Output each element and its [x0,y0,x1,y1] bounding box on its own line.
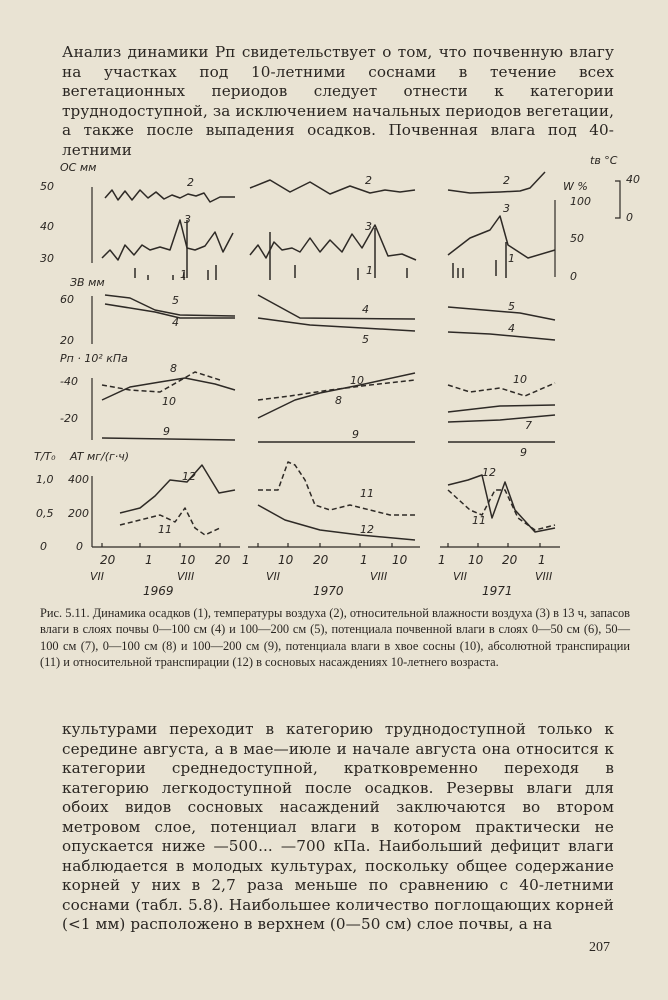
curve-label-9a: 9 [163,425,170,438]
tick-potential-20: -20 [60,412,78,425]
xtick-1971-20: 20 [502,553,518,567]
xtick-1971-10: 10 [468,553,484,567]
curve-label-1c: 1 [508,252,515,265]
curve-label-2a: 2 [187,176,194,189]
tick-rel-1: 1,0 [36,473,54,486]
year-1971: 1971 [482,584,513,598]
line-humidity-1971 [250,225,416,260]
xtick-1970-10a: 10 [278,553,294,567]
tick-precip-50: 50 [40,180,54,193]
curve-label-8a: 8 [170,362,177,375]
tick-reserves-20: 20 [60,334,74,347]
curve-label-10c: 10 [513,373,527,386]
curve-label-10b: 10 [350,374,364,387]
tick-hum-50: 50 [570,232,584,245]
curve-label-5b: 5 [362,333,369,346]
tick-abs-400: 400 [68,473,89,486]
line-potential-10-1971 [448,383,555,396]
curve-label-5a: 5 [172,294,179,307]
axis-label-reserves: ЗВ мм [70,276,105,289]
xtick-1971-1a: 1 [438,553,446,567]
curve-label-8b: 8 [335,394,342,407]
axis-temp [615,181,620,218]
curve-label-11c: 11 [472,514,486,527]
axis-label-transp-abs: AT мг/(г·ч) [70,450,130,463]
month-1970-viii: VIII [370,570,388,583]
curve-label-2b: 2 [365,174,372,187]
xtick-1970-1a: 1 [242,553,250,567]
curve-label-12a: 12 [182,470,196,483]
axis-label-transp-rel: T/T₀ [34,450,56,463]
page-number: 207 [589,940,610,955]
tick-temp-0: 0 [626,211,633,224]
curve-label-4b: 4 [362,303,369,316]
tick-temp-40: 40 [626,173,640,186]
line-reserve-5-1969 [105,295,235,316]
tick-hum-0: 0 [570,270,577,283]
line-humidity-1969 [102,220,233,260]
curve-label-3b: 3 [365,220,372,233]
line-reserve-4-1971 [448,332,555,340]
tick-potential-40: -40 [60,375,78,388]
curve-label-12c: 12 [482,466,496,479]
curve-label-11a: 11 [158,523,172,536]
xtick-1969-10: 10 [180,553,196,567]
month-1969-viii: VIII [177,570,195,583]
line-temp-1970 [250,180,415,194]
line-potential-6-1971 [448,405,555,412]
curve-label-1a: 1 [180,268,187,281]
tick-precip-40: 40 [40,220,54,233]
line-reserve-5-1971 [448,307,555,320]
figure-chart [30,150,642,600]
axis-label-humidity: W % [563,180,588,193]
axis-label-precip: ОС мм [60,161,97,174]
year-1970: 1970 [313,584,344,598]
year-1969: 1969 [143,584,174,598]
line-reserve-5-1970 [258,318,415,331]
month-1971-viii: VIII [535,570,553,583]
tick-precip-30: 30 [40,252,54,265]
line-temp-1969 [105,190,235,202]
curve-label-11b: 11 [360,487,374,500]
xtick-1970-20: 20 [313,553,329,567]
line-transp-11-1970 [258,462,415,515]
curve-label-3a: 3 [184,213,191,226]
axis-label-potential: Pп · 10² кПа [60,352,128,365]
tick-rel-05: 0,5 [36,507,54,520]
curve-label-2c: 2 [503,174,510,187]
xtick-1970-1b: 1 [360,553,368,567]
curve-label-7c: 7 [525,419,532,432]
line-temp-1971 [448,172,545,193]
axis-label-temp: tв °С [590,154,618,167]
line-transp-11-1971 [448,490,555,530]
line-potential-9-1969 [102,438,235,440]
month-1970-vii: VII [266,570,281,583]
line-transp-12-1970 [258,505,415,540]
curve-label-12b: 12 [360,523,374,536]
line-humidity-1971b [448,216,555,258]
curve-label-3c: 3 [503,202,510,215]
line-transp-12-1971 [448,475,555,532]
tick-abs-200: 200 [68,507,89,520]
month-1971-vii: VII [453,570,468,583]
xtick-1969-20a: 20 [100,553,116,567]
curve-label-9b: 9 [352,428,359,441]
curve-label-5c: 5 [508,300,515,313]
curve-label-4a: 4 [172,316,179,329]
curve-label-10a: 10 [162,395,176,408]
bars-precip-1971 [453,242,506,278]
month-1969-vii: VII [90,570,105,583]
tick-reserves-60: 60 [60,293,74,306]
figure-5-11 [30,150,642,600]
curve-label-4c: 4 [508,322,515,335]
curve-label-9c: 9 [520,446,527,459]
tick-abs-0: 0 [76,540,83,553]
xtick-1971-1b: 1 [538,553,546,567]
xtick-1969-1: 1 [145,553,153,567]
paragraph-top: Анализ динамики Pп свидетельствует о том, что почвенную влагу на участках под 10-летними соснами в течение всех вегетационных периодов следует отнести к категории труднодоступной, за исключением начальных периодов вегетации, а также после выпадения осадков. Почвенная влага под 40-летними [62,43,614,159]
bars-precip-1969 [135,220,216,280]
xtick-1970-10b: 10 [392,553,408,567]
tick-hum-100: 100 [570,195,591,208]
line-potential-7-1971 [448,415,555,422]
paragraph-bottom: культурами переходит в категорию труднодоступной только к середине августа, а в мае—июле и начале августа она относится к категории среднедоступной, кратковременно переходя в категорию легкодоступной после осадков. Резервы влаги для обоих видов сосновых насаждений заключаются во втором метровом слое, потенциал влаги в котором практически не опускается ниже —500... —700 кПа. Наибольший дефицит влаги наблюдается в молодых культурах, поскольку общее содержание корней у них в 2,7 раза меньше по сравнению с 40-летними соснами (табл. 5.8). Наибольшее количество поглощающих корней (<1 мм) расположено в верхнем (0—50 см) слое почвы, а на [62,720,614,933]
figure-caption: Рис. 5.11. Динамика осадков (1), температуры воздуха (2), относительной влажности воздуха (3) в 13 ч, запасов влаги в слоях почвы 0—100 см (4) и 100—200 см (5), потенциала почвенной влаги в слоях 0—50 см (6), 50—100 см (7), 0—100 см (8) и 100—200 см (9), потенциала влаги в хвое сосны (10), абсолютной транспирации (11) и относительной транспирации (12) в сосновых насаждениях 10-летнего возраста. [40,606,630,669]
tick-rel-0: 0 [40,540,47,553]
line-reserve-4-1970 [258,295,415,319]
xtick-1969-20b: 20 [215,553,231,567]
line-transp-12-1969 [120,465,235,513]
curve-label-1b: 1 [366,264,373,277]
